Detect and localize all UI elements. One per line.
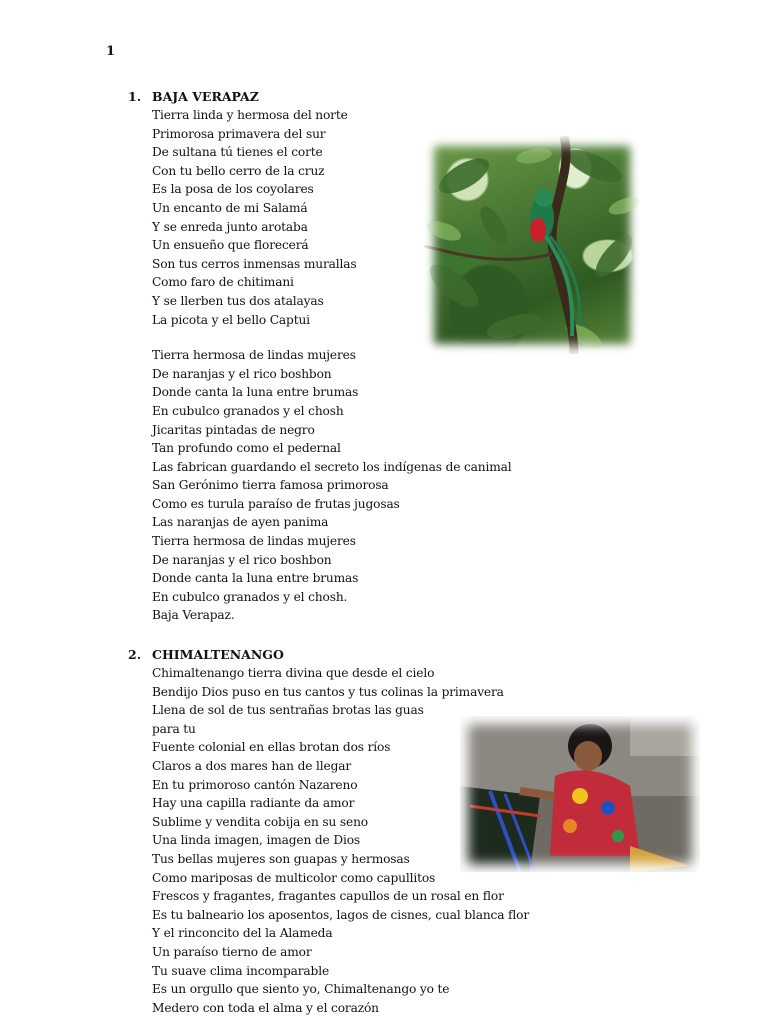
weaver-woman-photo [460,716,700,872]
poem-line: En cubulco granados y el chosh. [152,589,348,604]
poem-line: Son tus cerros inmensas murallas [152,256,357,271]
poem-line: Tan profundo como el pedernal [152,441,341,456]
poem-line: En cubulco granados y el chosh [152,403,344,418]
poem-line: Con tu bello cerro de la cruz [152,163,325,178]
poem-line: para tu [152,721,196,736]
poem-line: Es tu balneario los aposentos, lagos de cisnes, cual blanca flor [152,907,530,922]
poem-line: Donde canta la luna entre brumas [152,571,359,586]
poem-line: Como faro de chitimani [152,275,294,290]
section-header [128,88,548,106]
poem-line: Frescos y fragantes, fragantes capullos de un rosal en flor [152,889,504,904]
poem-line: Sublime y vendita cobija en su seno [152,814,368,829]
poem-line: Hay una capilla radiante da amor [152,796,355,811]
section-title: BAJA VERAPAZ [152,89,259,104]
poem-line: Chimaltenango tierra divina que desde el cielo [152,666,435,680]
poem-line: Y se llerben tus dos atalayas [152,293,324,308]
poem-line: Tus bellas mujeres son guapas y hermosas [152,851,410,866]
poem-line: Fuente colonial en ellas brotan dos ríos [152,740,391,755]
poem-line: Medero con toda el alma y el corazón [152,1000,379,1015]
poem-line: De naranjas y el rico boshbon [152,552,332,567]
section-number: 2. [128,647,142,662]
poem-line: Llena de sol de tus sentrañas brotas las guas [152,703,424,718]
poem-line: Tu suave clima incomparable [152,963,330,978]
quetzal-bird-photo [424,136,640,354]
poem-line: Tierra hermosa de lindas mujeres [152,534,356,549]
poem-line: Como mariposas de multicolor como capullitos [152,870,436,885]
poem-line: Donde canta la luna entre brumas [152,385,359,400]
poem-line: De naranjas y el rico boshbon [152,366,332,381]
poem-line: Bendijo Dios puso en tus cantos y tus colinas la primavera [152,684,504,699]
poem-line: Jicaritas pintadas de negro [152,422,315,437]
poem-line: En tu primoroso cantón Nazareno [152,777,358,792]
poem-line: Las fabrican guardando el secreto los indígenas de canimal [152,459,512,474]
poem-line: San Gerónimo tierra famosa primorosa [152,478,389,493]
poem-line: Un paraíso tierno de amor [152,944,312,959]
poem-line: Tierra hermosa de lindas mujeres [152,348,356,363]
section-title: CHIMALTENANGO [152,647,284,662]
poem-line: Baja Verapaz. [152,608,235,623]
poem-line: De sultana tú tienes el corte [152,145,323,160]
poem-line: Un encanto de mi Salamá [152,200,308,215]
poem-line: Y se enreda junto arotaba [152,219,308,234]
poem-line: Es la posa de los coyolares [152,182,314,197]
poem-line: Las naranjas de ayen panima [152,515,329,530]
poem-line: Como es turula paraíso de frutas jugosas [152,496,400,511]
poem-line: Claros a dos mares han de llegar [152,758,352,773]
poem-line: Es un orgullo que siento yo, Chimaltenango yo te [152,982,450,997]
stanza [152,346,548,625]
poem-line: La picota y el bello Captui [152,312,310,327]
poem-line: Y el rinconcito del la Alameda [152,926,333,941]
poem-line: Una linda imagen, imagen de Dios [152,833,360,848]
poem-line: Un ensueño que florecerá [152,238,309,253]
page-number: 1 [106,44,116,59]
section-number: 1. [128,89,142,104]
poem-line: Primorosa primavera del sur [152,126,326,141]
section-header [128,646,548,664]
poem-line: Tierra linda y hermosa del norte [152,108,348,122]
